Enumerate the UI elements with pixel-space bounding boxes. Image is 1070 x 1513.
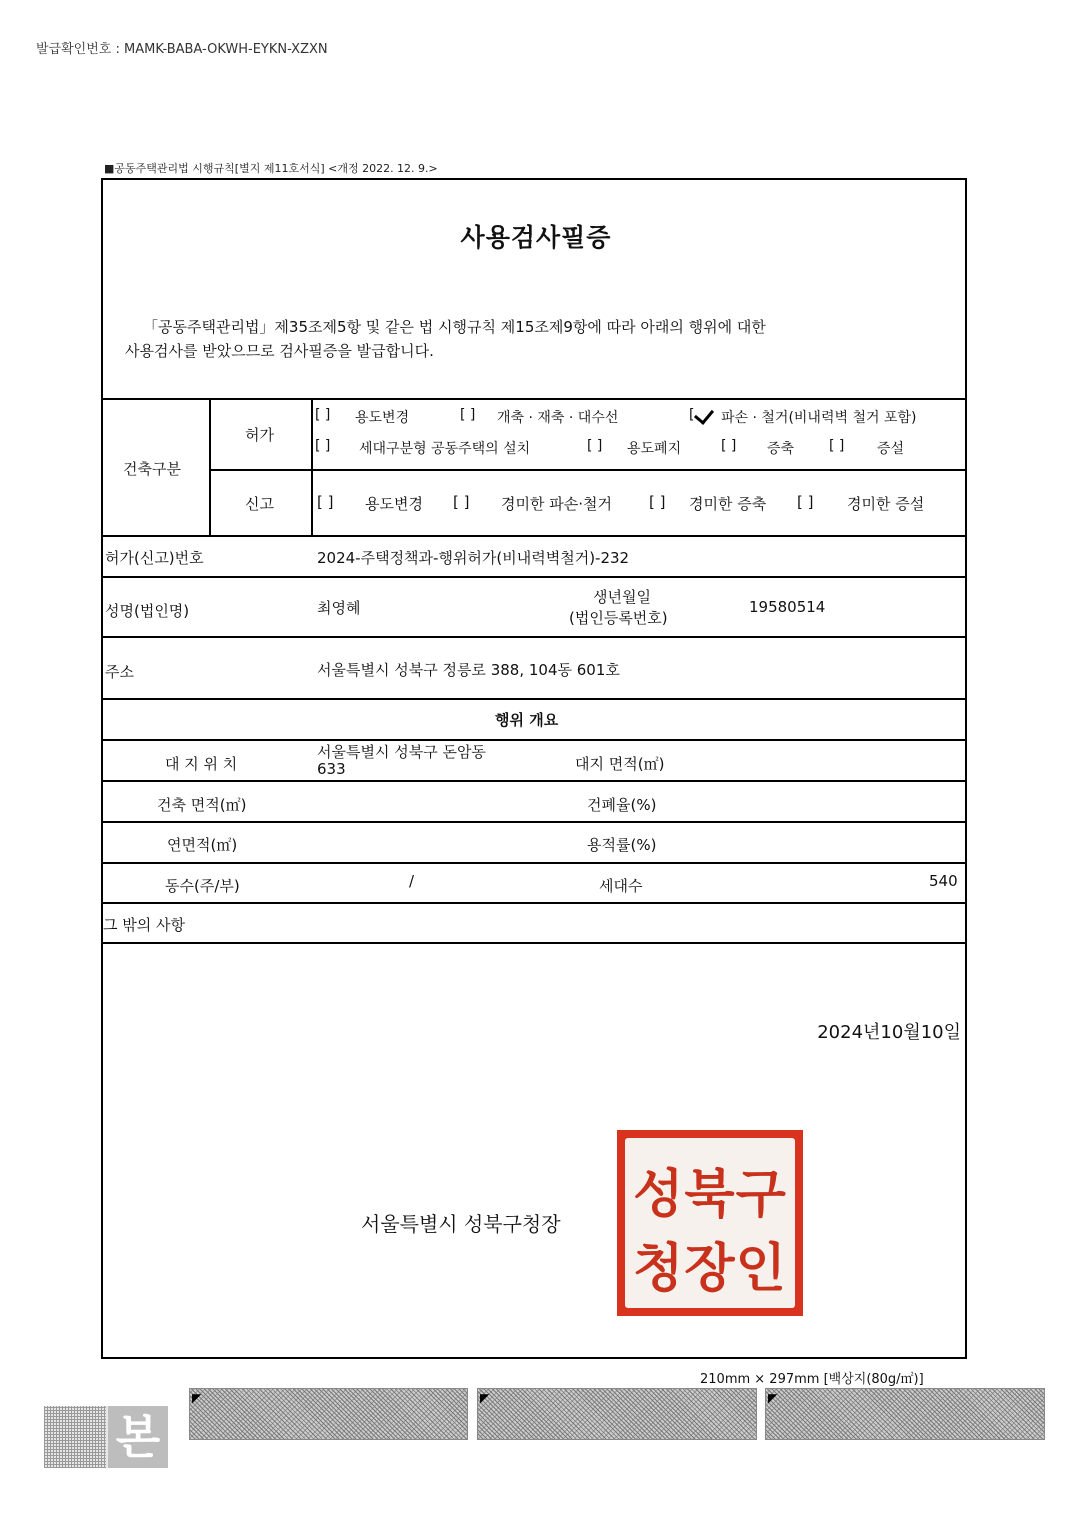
site-location-value: 서울특별시 성북구 돈암동 bbox=[317, 743, 486, 761]
rule bbox=[103, 636, 967, 638]
rule bbox=[103, 535, 967, 537]
checkbox-label: 개축 · 재축 · 대수선 bbox=[497, 410, 619, 426]
watermark-text: 본 bbox=[108, 1406, 168, 1468]
intro-line-1: 「공동주택관리법」제35조제5항 및 같은 법 시행규칙 제15조제9항에 따라 아래의 행위에 대한 bbox=[143, 318, 766, 336]
rule bbox=[103, 398, 967, 400]
original-watermark bbox=[44, 1406, 168, 1468]
permit-number-label: 허가(신고)번호 bbox=[105, 549, 204, 567]
permit-number-value: 2024-주택정책과-행위허가(비내력벽철거)-232 bbox=[317, 549, 630, 567]
security-pattern bbox=[765, 1388, 1045, 1440]
security-pattern bbox=[477, 1388, 757, 1440]
seal-text-top: 성북구 bbox=[633, 1165, 787, 1225]
checkbox-label: 세대구분형 공동주택의 설치 bbox=[359, 441, 531, 457]
name-label: 성명(법인명) bbox=[105, 602, 190, 620]
site-location-label: 대 지 위 치 bbox=[165, 755, 238, 773]
seal-face bbox=[625, 1138, 795, 1308]
building-type-label: 건축구분 bbox=[123, 460, 181, 478]
law-reference: ■공동주택관리법 시행규칙[별지 제11호서식] <개정 2022. 12. 9.> bbox=[104, 162, 438, 175]
checkbox-minor-demolition[interactable]: [ ] bbox=[453, 493, 470, 511]
address-label: 주소 bbox=[105, 663, 134, 681]
households-label: 세대수 bbox=[599, 877, 643, 895]
site-location-lot: 633 bbox=[317, 760, 346, 778]
checkbox-extension[interactable]: [ ] bbox=[721, 438, 737, 454]
name-value: 최영혜 bbox=[317, 599, 361, 617]
households-value: 540 bbox=[929, 872, 958, 890]
rule bbox=[103, 902, 967, 904]
checkbox-label: 경미한 파손·철거 bbox=[501, 495, 612, 513]
rule bbox=[103, 780, 967, 782]
rule bbox=[209, 398, 211, 535]
paper-size-note: 210mm × 297mm [백상지(80g/㎡)] bbox=[700, 1372, 924, 1387]
floor-area-ratio-label: 용적률(%) bbox=[587, 836, 657, 854]
checkbox-minor-use-change[interactable]: [ ] bbox=[317, 493, 334, 511]
rule bbox=[103, 576, 967, 578]
intro-line-2: 사용검사를 받았으므로 검사필증을 발급합니다. bbox=[125, 342, 434, 360]
issue-date: 2024년10월10일 bbox=[817, 1022, 961, 1043]
checkbox-label: 증축 bbox=[767, 441, 795, 457]
checkbox-label: 경미한 증축 bbox=[689, 495, 767, 513]
checkbox-minor-installation[interactable]: [ ] bbox=[797, 493, 814, 511]
pattern-corner-icon: ◤ bbox=[480, 1391, 490, 1405]
checkbox-rebuild-repair[interactable]: [ ] bbox=[460, 407, 476, 423]
watermark-grid bbox=[44, 1406, 106, 1468]
rule bbox=[103, 739, 967, 741]
checkbox-label: 용도변경 bbox=[355, 410, 410, 426]
other-label: 그 밖의 사항 bbox=[103, 916, 185, 934]
total-floor-area-label: 연면적(㎡) bbox=[167, 836, 238, 854]
checkmark-icon bbox=[694, 404, 714, 425]
seal-text-bottom: 청장인 bbox=[633, 1239, 787, 1299]
site-area-label: 대지 면적(㎡) bbox=[575, 755, 665, 773]
checkbox-label: 파손 · 철거(비내력벽 철거 포함) bbox=[721, 410, 917, 426]
checkbox-installation[interactable]: [ ] bbox=[829, 438, 845, 454]
rule bbox=[103, 862, 967, 864]
buildings-value: / bbox=[409, 872, 415, 890]
overview-title: 행위 개요 bbox=[495, 711, 559, 729]
checkbox-minor-extension[interactable]: [ ] bbox=[649, 493, 666, 511]
checkbox-use-abolish[interactable]: [ ] bbox=[587, 438, 603, 454]
permit-label: 허가 bbox=[245, 426, 274, 444]
building-area-label: 건축 면적(㎡) bbox=[157, 796, 247, 814]
address-value: 서울특별시 성북구 정릉로 388, 104동 601호 bbox=[317, 661, 620, 679]
birth-label: 생년월일 bbox=[593, 588, 651, 606]
checkbox-use-change[interactable]: [ ] bbox=[315, 407, 331, 423]
checkbox-demolition[interactable]: [ bbox=[689, 407, 695, 423]
issue-number: 발급확인번호 : MAMK-BABA-OKWH-EYKN-XZXN bbox=[36, 42, 328, 57]
report-label: 신고 bbox=[245, 495, 274, 513]
pattern-corner-icon: ◤ bbox=[192, 1391, 202, 1405]
coverage-ratio-label: 건폐율(%) bbox=[587, 796, 657, 814]
birth-value: 19580514 bbox=[749, 598, 826, 616]
checkbox-household-split[interactable]: [ ] bbox=[315, 438, 331, 454]
checkbox-label: 용도폐지 bbox=[627, 441, 682, 457]
official-seal bbox=[617, 1130, 803, 1316]
rule bbox=[311, 398, 313, 535]
rule bbox=[103, 821, 967, 823]
rule bbox=[211, 469, 967, 471]
issuer-name: 서울특별시 성북구청장 bbox=[361, 1212, 561, 1236]
rule bbox=[103, 698, 967, 700]
certificate-form bbox=[101, 178, 967, 1359]
checkbox-label: 용도변경 bbox=[365, 495, 423, 513]
checkbox-label: 경미한 증설 bbox=[847, 495, 925, 513]
document-title: 사용검사필증 bbox=[460, 223, 612, 252]
security-pattern bbox=[189, 1388, 468, 1440]
pattern-corner-icon: ◤ bbox=[768, 1391, 778, 1405]
corp-number-label: (법인등록번호) bbox=[569, 609, 668, 627]
buildings-label: 동수(주/부) bbox=[165, 877, 240, 895]
checkbox-label: 증설 bbox=[877, 441, 905, 457]
rule bbox=[103, 942, 967, 944]
